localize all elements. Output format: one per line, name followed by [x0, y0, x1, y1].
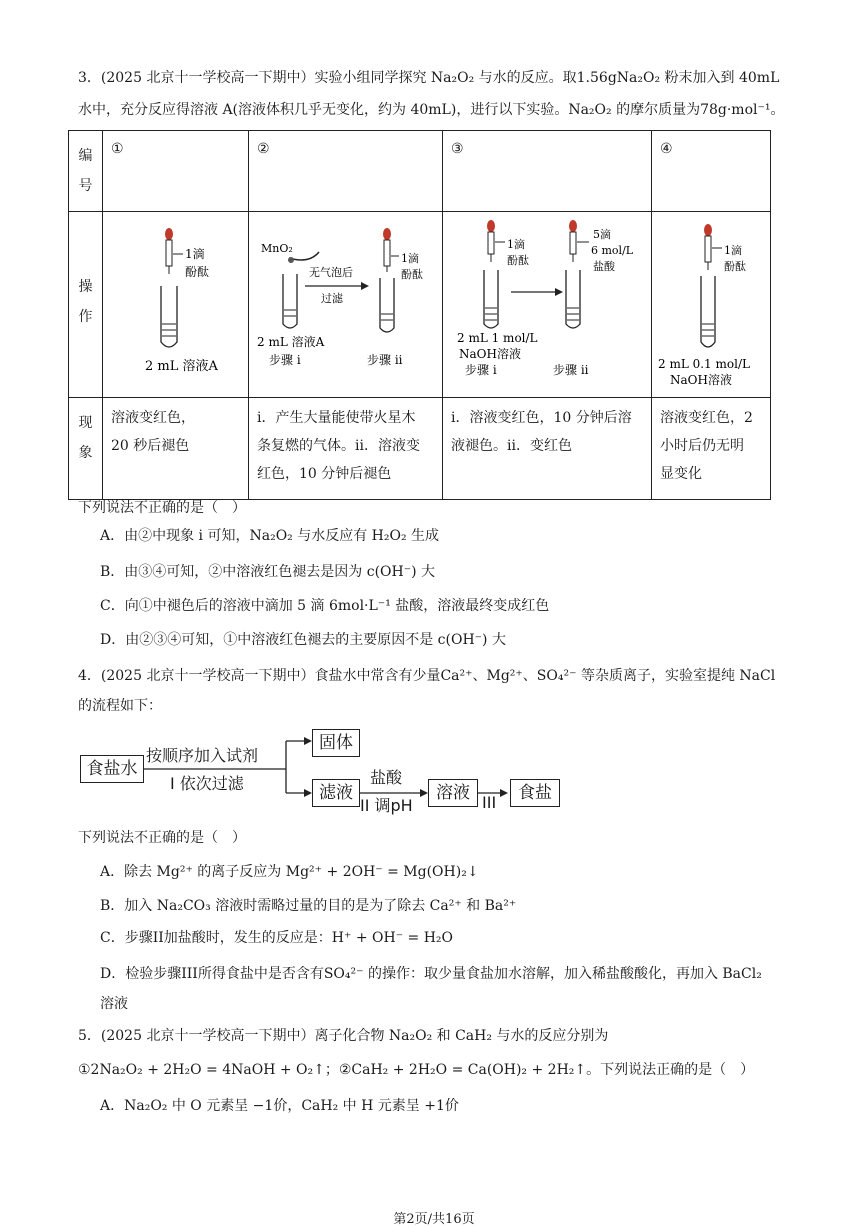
- q4-option-c[interactable]: C．步骤II加盐酸时，发生的反应是：H⁺ + OH⁻ = H₂O: [100, 930, 454, 946]
- flow-solution-box: 溶液: [428, 779, 478, 807]
- page-footer: 第2页/共16页: [393, 1212, 475, 1227]
- flow-step1-top: 按顺序加入试剂: [146, 746, 259, 765]
- q4-option-a[interactable]: A．除去 Mg²⁺ 的离子反应为 Mg²⁺ + 2OH⁻ = Mg(OH)₂↓: [100, 864, 479, 880]
- op4-caption1: 2 mL 0.1 mol/L: [658, 357, 750, 371]
- op2-arrow-bottom: 过滤: [321, 292, 343, 305]
- q3-option-c[interactable]: C．向①中褪色后的溶液中滴加 5 滴 6mol·L⁻¹ 盐酸，溶液最终变成红色: [100, 598, 550, 614]
- q3-option-b[interactable]: B．由③④可知，②中溶液红色褪去是因为 c(OH⁻) 大: [100, 564, 436, 580]
- row-label-phenomenon: 现 象: [69, 398, 103, 500]
- flow-step1-bottom: I 依次过滤: [170, 774, 244, 793]
- arrow-right-icon: [304, 737, 312, 745]
- op2-caption: 2 mL 溶液A: [257, 335, 325, 349]
- experiment-table: [68, 130, 771, 500]
- flow-step2-bottom: II 调pH: [360, 796, 413, 815]
- op2-arrow-top: 无气泡后: [309, 266, 353, 279]
- op3-step-ii: 步骤 ii: [553, 363, 589, 377]
- dropper-bulb-icon: [704, 224, 712, 236]
- q3-ask: 下列说法不正确的是（ ）: [78, 500, 246, 516]
- flow-step3: III: [482, 793, 497, 812]
- arrow-right-icon: [555, 288, 563, 296]
- q4-stem-line2: 的流程如下：: [78, 698, 162, 714]
- arrow-right-icon: [420, 789, 428, 797]
- op2-mno2: MnO₂: [261, 242, 293, 255]
- apparatus-1: [103, 212, 249, 398]
- op3-drop2: 5滴: [593, 228, 611, 241]
- operation-4-diagram: [652, 212, 771, 398]
- op3-acid: 盐酸: [593, 260, 615, 273]
- q3-option-d[interactable]: D．由②③④可知，①中溶液红色褪去的主要原因不是 c(OH⁻) 大: [100, 632, 506, 648]
- flow-solid-box: 固体: [312, 729, 360, 757]
- flow-start-box: 食盐水: [80, 755, 144, 783]
- op2-step-i: 步骤 i: [269, 353, 301, 367]
- dropper-bulb-icon: [569, 220, 577, 232]
- op3-caption2: NaOH溶液: [459, 347, 521, 361]
- q4-option-d-cont: 溶液: [100, 996, 128, 1012]
- q4-stem-line1: 4．(2025 北京十一学校高一下期中）食盐水中常含有少量Ca²⁺、Mg²⁺、SO₄²⁻ 等杂质离子，实验室提纯 NaCl: [78, 668, 776, 684]
- op2-step-ii: 步骤 ii: [367, 353, 403, 367]
- flow-step2-top: 盐酸: [370, 768, 403, 787]
- q5-stem-line2: ①2Na₂O₂ + 2H₂O = 4NaOH + O₂↑；②CaH₂ + 2H₂O = Ca(OH)₂ + 2H₂↑。下列说法正确的是（ ）: [78, 1062, 755, 1078]
- q4-option-b[interactable]: B．加入 Na₂CO₃ 溶液时需略过量的目的是为了除去 Ca²⁺ 和 Ba²⁺: [100, 898, 517, 914]
- q3-stem-line1: 3．(2025 北京十一学校高一下期中）实验小组同学探究 Na₂O₂ 与水的反应。取1.56gNa₂O₂ 粉末加入到 40mL: [78, 70, 780, 86]
- phenomenon-1: 溶液变红色， 20 秒后褪色: [103, 398, 249, 500]
- dropper-bulb-icon: [487, 220, 495, 232]
- op1-reagent: 酚酞: [185, 265, 210, 279]
- op2-reagent: 酚酞: [401, 268, 423, 281]
- dropper-bulb-icon: [165, 228, 173, 240]
- op3-drop: 1滴: [507, 238, 525, 251]
- q5-stem-line1: 5．(2025 北京十一学校高一下期中）离子化合物 Na₂O₂ 和 CaH₂ 与水的反应分别为: [78, 1028, 609, 1044]
- test-tube-icon: [283, 274, 297, 328]
- arrow-right-icon: [304, 789, 312, 797]
- op3-reagent: 酚酞: [507, 254, 529, 267]
- op1-caption: 2 mL 溶液A: [145, 359, 218, 374]
- test-tube-icon: [566, 270, 580, 328]
- test-tube-icon: [161, 286, 177, 347]
- phenomenon-4: 溶液变红色，2 小时后仍无明 显变化: [652, 398, 771, 500]
- apparatus-4: [652, 212, 771, 398]
- q3-stem-line2: 水中，充分反应得溶液 A(溶液体积几乎无变化，约为 40mL)，进行以下实验。Na₂O₂ 的摩尔质量为78g·mol⁻¹。: [78, 102, 785, 118]
- flow-filtrate-box: 滤液: [312, 779, 360, 807]
- arrow-right-icon: [500, 789, 508, 797]
- op1-drop: 1滴: [185, 247, 205, 261]
- test-tube-icon: [484, 270, 498, 328]
- q4-option-d[interactable]: D．检验步骤III所得食盐中是否含有SO₄²⁻ 的操作：取少量食盐加水溶解，加入稀盐酸酸化，再加入 BaCl₂: [100, 966, 762, 982]
- flow-product-box: 食盐: [510, 779, 560, 807]
- op4-caption2: NaOH溶液: [670, 373, 732, 387]
- q3-option-a[interactable]: A．由②中现象 i 可知，Na₂O₂ 与水反应有 H₂O₂ 生成: [100, 528, 440, 544]
- col-header-1: ①: [103, 131, 249, 212]
- col-header-4: ④: [652, 131, 771, 212]
- operation-3-diagram: [443, 212, 652, 398]
- row-label-operation: 操 作: [69, 212, 103, 398]
- phenomenon-3: i．溶液变红色，10 分钟后溶 液褪色。ii．变红色: [443, 398, 652, 500]
- row-label-number: 编 号: [69, 131, 103, 212]
- dropper-bulb-icon: [383, 228, 391, 240]
- arrow-right-icon: [361, 282, 369, 290]
- operation-2-diagram: [249, 212, 443, 398]
- op3-conc: 6 mol/L: [591, 244, 634, 257]
- q5-option-a[interactable]: A．Na₂O₂ 中 O 元素呈 −1价，CaH₂ 中 H 元素呈 +1价: [100, 1098, 459, 1114]
- op3-step-i: 步骤 i: [465, 363, 497, 377]
- phenomenon-2: i．产生大量能使带火星木 条复燃的气体。ii．溶液变 红色，10 分钟后褪色: [249, 398, 443, 500]
- op2-drop: 1滴: [401, 252, 419, 265]
- apparatus-2: [249, 212, 443, 398]
- col-header-2: ②: [249, 131, 443, 212]
- apparatus-3: [443, 212, 652, 398]
- q4-ask: 下列说法不正确的是（ ）: [78, 830, 246, 846]
- col-header-3: ③: [443, 131, 652, 212]
- op3-caption1: 2 mL 1 mol/L: [457, 331, 538, 345]
- op4-drop: 1滴: [724, 244, 742, 257]
- purification-flowchart: [78, 725, 568, 815]
- test-tube-icon: [380, 278, 394, 332]
- operation-1-diagram: [103, 212, 249, 398]
- op4-reagent: 酚酞: [724, 260, 746, 273]
